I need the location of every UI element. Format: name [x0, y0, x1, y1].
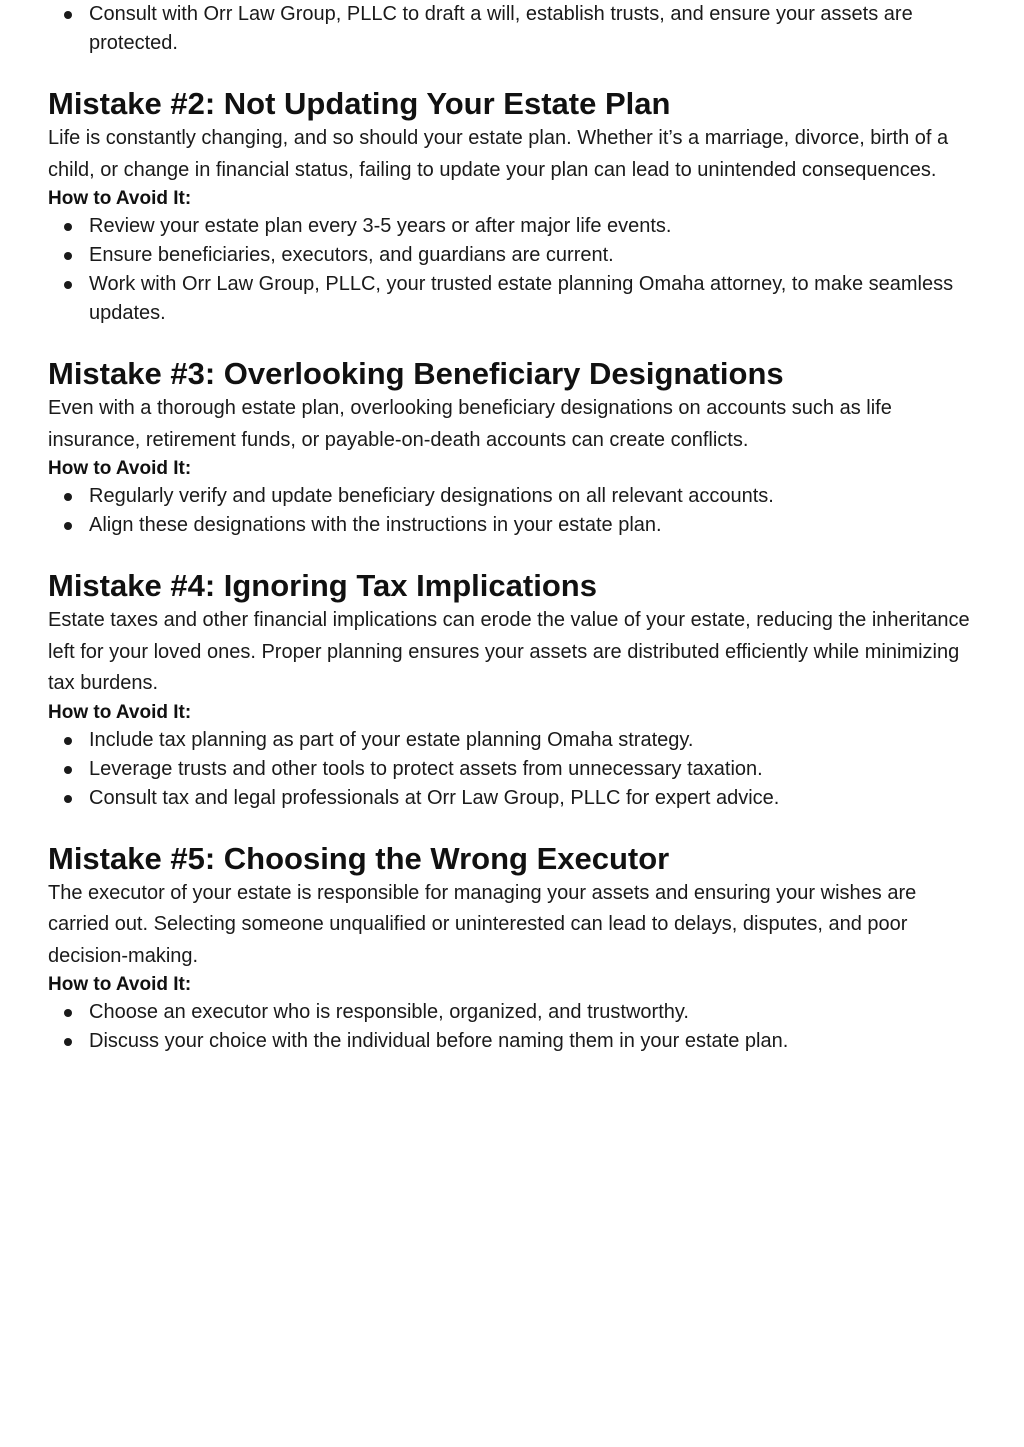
bullet-icon	[64, 281, 72, 289]
section-mistake-5	[48, 840, 978, 1057]
bullet-icon	[64, 737, 72, 745]
how-to-avoid-label: How to Avoid It:	[48, 188, 192, 209]
list-item	[48, 755, 978, 784]
list-item	[48, 482, 978, 511]
list-item-text: Consult with Orr Law Group, PLLC to draft a will, establish trusts, and ensure your assets are protected.	[89, 3, 913, 54]
section-body: Even with a thorough estate plan, overlooking beneficiary designations on accounts such as life insurance, retirement funds, or payable-on-death accounts can create conflicts.	[48, 397, 892, 451]
how-to-avoid-label: How to Avoid It:	[48, 974, 192, 995]
bullet-icon	[64, 522, 72, 530]
section-mistake-3	[48, 355, 978, 540]
section-heading: Mistake #4: Ignoring Tax Implications	[48, 568, 597, 603]
bullet-list	[48, 726, 978, 813]
bullet-icon	[64, 766, 72, 774]
list-item	[48, 726, 978, 755]
list-item	[48, 212, 978, 241]
list-item-text: Leverage trusts and other tools to protect assets from unnecessary taxation.	[89, 757, 763, 780]
bullet-icon	[64, 795, 72, 803]
section-body: Estate taxes and other financial implications can erode the value of your estate, reducing the inheritance left for your loved ones. Proper planning ensures your assets are distributed efficiently while minimizing tax burdens.	[48, 609, 970, 694]
intro-bullet-list	[48, 0, 978, 58]
bullet-icon	[64, 1038, 72, 1046]
bullet-list	[48, 212, 978, 328]
section-heading: Mistake #3: Overlooking Beneficiary Designations	[48, 356, 784, 391]
list-item	[48, 784, 978, 813]
how-to-avoid-label: How to Avoid It:	[48, 458, 192, 479]
section-heading: Mistake #2: Not Updating Your Estate Plan	[48, 86, 671, 121]
bullet-icon	[64, 252, 72, 260]
bullet-list	[48, 998, 978, 1056]
list-item-text: Choose an executor who is responsible, organized, and trustworthy.	[89, 1001, 689, 1023]
section-mistake-2	[48, 85, 978, 328]
list-item-text: Include tax planning as part of your estate planning Omaha strategy.	[89, 728, 694, 751]
list-item-text: Discuss your choice with the individual before naming them in your estate plan.	[89, 1030, 789, 1052]
section-body: Life is constantly changing, and so should your estate plan. Whether it’s a marriage, divorce, birth of a child, or change in financial status, failing to update your plan can lead to unintended consequences.	[48, 127, 949, 181]
list-item	[48, 270, 978, 328]
list-item-text: Ensure beneficiaries, executors, and guardians are current.	[89, 244, 614, 266]
list-item	[48, 0, 978, 58]
bullet-icon	[64, 493, 72, 501]
list-item-text: Review your estate plan every 3-5 years or after major life events.	[89, 215, 672, 237]
list-item	[48, 241, 978, 270]
document-page	[48, 0, 978, 1056]
how-to-avoid-label: How to Avoid It:	[48, 701, 192, 723]
bullet-list	[48, 482, 978, 540]
section-mistake-4	[48, 567, 978, 813]
bullet-icon	[64, 11, 72, 19]
list-item	[48, 1027, 978, 1056]
list-item	[48, 998, 978, 1027]
list-item-text: Work with Orr Law Group, PLLC, your trusted estate planning Omaha attorney, to make seamless updates.	[89, 273, 954, 324]
list-item	[48, 511, 978, 540]
section-body: The executor of your estate is responsible for managing your assets and ensuring your wishes are carried out. Selecting someone unqualified or uninterested can lead to delays, disputes, and poor decision-making.	[48, 881, 917, 967]
bullet-icon	[64, 223, 72, 231]
list-item-text: Regularly verify and update beneficiary designations on all relevant accounts.	[89, 485, 774, 507]
list-item-text: Align these designations with the instructions in your estate plan.	[89, 514, 662, 536]
section-heading: Mistake #5: Choosing the Wrong Executor	[48, 840, 670, 876]
list-item-text: Consult tax and legal professionals at Orr Law Group, PLLC for expert advice.	[89, 786, 780, 809]
bullet-icon	[64, 1009, 72, 1017]
